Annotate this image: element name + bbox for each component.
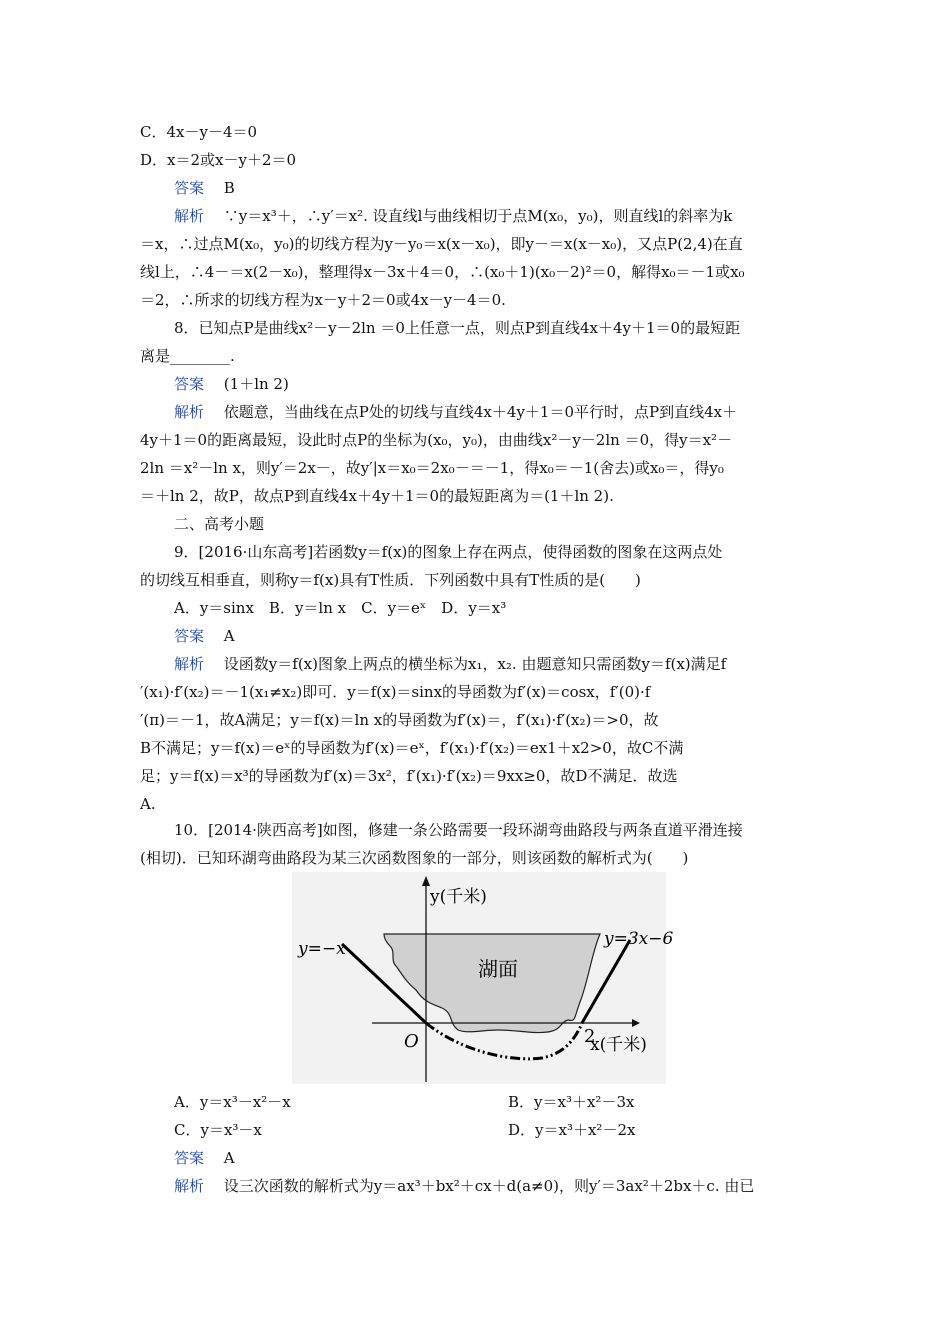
right-line-equation: y=3x−6: [604, 929, 674, 949]
analysis-q9-line6: A.: [140, 795, 156, 813]
section-heading: 二、高考小题: [174, 515, 265, 533]
option-d-q7: D．x＝2或x－y＋2＝0: [140, 151, 297, 169]
analysis-q7-line3: 线l上，∴4－＝x(2－x₀)，整理得x－3x＋4＝0，∴(x₀＋1)(x₀－2)²＝0，解得x₀＝－1或x₀: [140, 263, 745, 281]
analysis-q7-line2: ＝x，∴过点M(x₀，y₀)的切线方程为y－y₀＝x(x－x₀)，即y－＝x(x－x₀)，又点P(2,4)在直: [140, 235, 743, 253]
analysis-q8-line4: ＝＋ln 2，故P，故点P到直线4x＋4y＋1＝0的最短距离为＝(1＋ln 2).: [140, 487, 614, 505]
analysis-label: 解析: [174, 1177, 205, 1195]
analysis-q8-line2: 4y＋1＝0的距离最短，设此时点P的坐标为(x₀，y₀)，由曲线x²－y－2ln ＝0，得y＝x²－: [140, 431, 733, 449]
y-axis-label: y(千米): [430, 887, 487, 907]
question-9-options: A．y＝sinx B．y＝ln x C．y＝eˣ D．y＝x³: [174, 599, 507, 617]
option-c-q10: C．y＝x³－x: [174, 1121, 262, 1139]
analysis-q8-line1: [174, 402, 820, 422]
answer-value: A: [223, 1149, 235, 1167]
option-a-q10: A．y＝x³－x²－x: [174, 1093, 291, 1111]
option-c-q7: C．4x－y－4＝0: [140, 123, 258, 141]
question-9-line1: 9．[2016·山东高考]若函数y＝f(x)的图象上存在两点，使得函数的图象在这两点处: [174, 543, 723, 561]
analysis-label: 解析: [174, 655, 205, 673]
answer-value: A: [223, 627, 235, 645]
lake-road-figure: [292, 872, 674, 1084]
figure-svg: [292, 872, 674, 1084]
analysis-q7-line4: ＝2，∴所求的切线方程为x－y＋2＝0或4x－y－4＝0.: [140, 291, 506, 309]
analysis-q9-line1: [174, 654, 820, 674]
analysis-label: 解析: [174, 403, 205, 421]
analysis-q9-line3: ′(π)＝－1，故A满足；y＝f(x)＝ln x的导函数为f′(x)＝，f′(x₁)·f′(x₂)＝>0，故: [140, 711, 659, 729]
analysis-q7-line1: [174, 206, 820, 226]
analysis-text: 设三次函数的解析式为y＝ax³＋bx²＋cx＋d(a≠0)，则y′＝3ax²＋2bx＋c. 由已: [223, 1177, 755, 1195]
tick-2-label: 2: [584, 1026, 596, 1047]
answer-label: 答案: [174, 1149, 205, 1167]
analysis-label: 解析: [174, 207, 205, 225]
question-9-line2: 的切线互相垂直，则称y＝f(x)具有T性质．下列函数中具有T性质的是( ): [140, 571, 641, 589]
answer-q8: [174, 374, 820, 394]
option-d-q10: D．y＝x³＋x²－2x: [508, 1121, 636, 1139]
analysis-q9-line4: B不满足；y＝f(x)＝eˣ的导函数为f′(x)＝eˣ，f′(x₁)·f′(x₂)＝ex1＋x2>0，故C不满: [140, 739, 684, 757]
analysis-q10-line1: [174, 1176, 820, 1196]
answer-q10: [174, 1148, 820, 1168]
answer-value: (1＋ln 2): [223, 375, 289, 393]
lake-label: 湖面: [478, 957, 518, 981]
answer-value: B: [223, 179, 235, 197]
option-b-q10: B．y＝x³＋x²－3x: [508, 1093, 635, 1111]
answer-label: 答案: [174, 179, 205, 197]
answer-q7: [174, 178, 820, 198]
left-line-equation: y=−x: [298, 939, 346, 959]
analysis-q9-line5: 足；y＝f(x)＝x³的导函数为f′(x)＝3x²，f′(x₁)·f′(x₂)＝9xx≥0，故D不满足．故选: [140, 767, 678, 785]
analysis-q9-line2: ′(x₁)·f′(x₂)＝－1(x₁≠x₂)即可．y＝f(x)＝sinx的导函数为f′(x)＝cosx，f′(0)·f: [140, 683, 651, 701]
origin-label: O: [404, 1031, 419, 1052]
answer-label: 答案: [174, 627, 205, 645]
analysis-text: 依题意，当曲线在点P处的切线与直线4x＋4y＋1＝0平行时，点P到直线4x＋: [223, 403, 738, 421]
question-8-line1: 8．已知点P是曲线x²－y－2ln ＝0上任意一点，则点P到直线4x＋4y＋1＝0的最短距: [174, 319, 741, 337]
analysis-text: ∵y＝x³＋，∴y′＝x². 设直线l与曲线相切于点M(x₀，y₀)，则直线l的斜率为k: [223, 207, 733, 225]
analysis-text: 设函数y＝f(x)图象上两点的横坐标为x₁，x₂. 由题意知只需函数y＝f(x)满足f: [223, 655, 727, 673]
question-10-line1: 10．[2014·陕西高考]如图，修建一条公路需要一段环湖弯曲路段与两条直道平滑连接: [174, 821, 743, 839]
question-10-line2: (相切)．已知环湖弯曲路段为某三次函数图象的一部分，则该函数的解析式为( ): [140, 849, 689, 867]
question-8-line2: 离是________.: [140, 347, 235, 365]
answer-label: 答案: [174, 375, 205, 393]
analysis-q8-line3: 2ln ＝x²－ln x，则y′＝2x－，故y′|x＝x₀＝2x₀－＝－1，得x₀＝－1(舍去)或x₀＝，得y₀: [140, 459, 724, 477]
x-axis-label: x(千米): [590, 1035, 647, 1055]
answer-q9: [174, 626, 820, 646]
